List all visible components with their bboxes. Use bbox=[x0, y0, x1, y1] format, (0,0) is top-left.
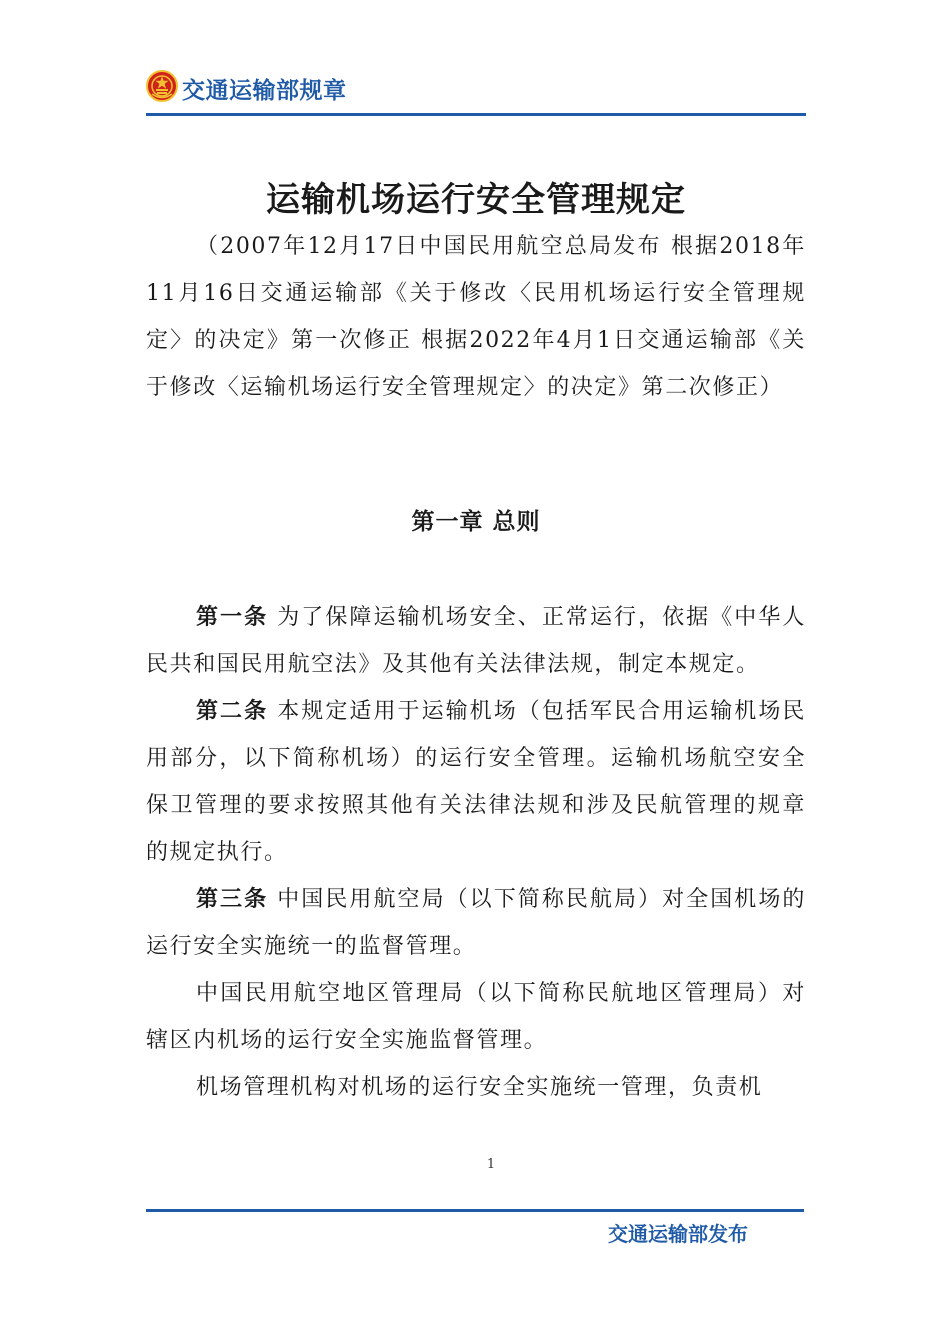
article-label: 第二条 bbox=[196, 699, 269, 724]
national-emblem-icon bbox=[146, 70, 178, 102]
article-text: 本规定适用于运输机场（包括军民合用运输机场民用部分，以下简称机场）的运行安全管理。运输机场航空安全保卫管理的要求按照其他有关法律法规和涉及民航管理的规章的规定执行。 bbox=[146, 699, 807, 865]
article-text: 机场管理机构对机场的运行安全实施统一管理，负责机 bbox=[196, 1075, 763, 1100]
article-paragraph bbox=[146, 594, 806, 688]
header-divider bbox=[146, 113, 806, 116]
article-body bbox=[146, 594, 806, 1111]
article-paragraph bbox=[146, 1064, 806, 1111]
article-text: 中国民用航空局（以下简称民航局）对全国机场的运行安全实施统一的监督管理。 bbox=[146, 887, 807, 959]
article-paragraph bbox=[146, 970, 806, 1064]
article-paragraph bbox=[146, 876, 806, 970]
footer-divider bbox=[146, 1209, 804, 1212]
page-header bbox=[146, 66, 806, 116]
footer-publisher: 交通运输部发布 bbox=[608, 1222, 748, 1246]
article-label: 第一条 bbox=[196, 605, 269, 630]
revision-history: （2007年12月17日中国民用航空总局发布 根据2018年11月16日交通运输部《关于修改〈民用机场运行安全管理规定〉的决定》第一次修正 根据2022年4月1日交通运输部《关于修改〈运输机场运行安全管理规定〉的决定》第二次修正） bbox=[146, 234, 806, 400]
chapter-heading: 第一章 总则 bbox=[411, 508, 541, 535]
page-number: 1 bbox=[486, 1157, 496, 1172]
article-text: 为了保障运输机场安全、正常运行，依据《中华人民共和国民用航空法》及其他有关法律法规，制定本规定。 bbox=[146, 605, 807, 677]
article-text: 中国民用航空地区管理局（以下简称民航地区管理局）对辖区内机场的运行安全实施监督管理。 bbox=[146, 981, 806, 1053]
document-subtitle bbox=[146, 223, 806, 411]
article-label: 第三条 bbox=[196, 887, 269, 912]
document-title: 运输机场运行安全管理规定 bbox=[266, 180, 686, 220]
header-title: 交通运输部规章 bbox=[182, 78, 347, 104]
article-paragraph bbox=[146, 688, 806, 876]
